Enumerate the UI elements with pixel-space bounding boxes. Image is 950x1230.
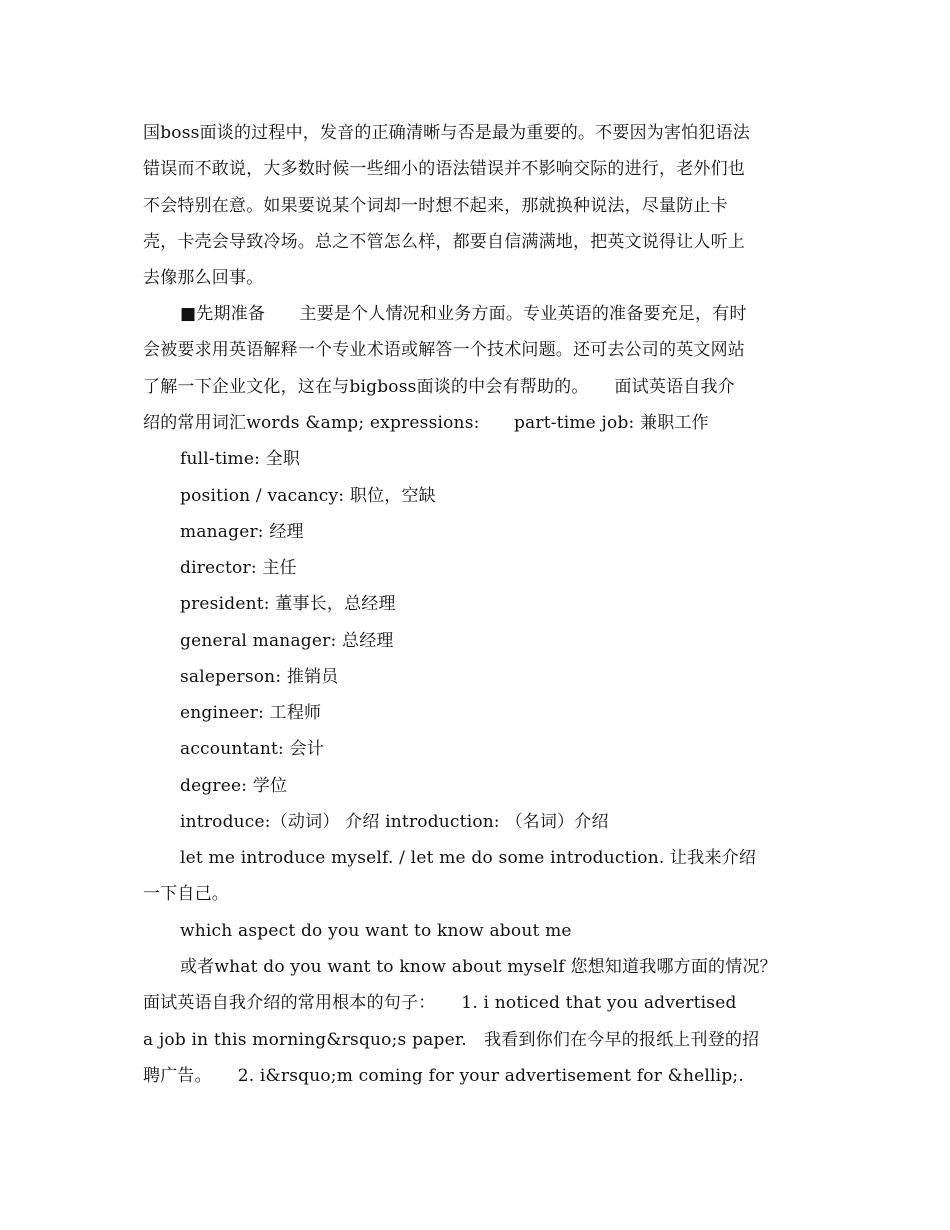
vocab-item: introduce:（动词） 介绍 introduction: （名词）介绍: [180, 812, 609, 832]
vocab-item: full-time: 全职: [180, 449, 301, 469]
vocab-item: general manager: 总经理: [180, 631, 394, 651]
vocab-item: accountant: 会计: [180, 739, 324, 759]
vocab-item: manager: 经理: [180, 522, 304, 542]
paragraph-1-line-3: 不会特别在意。如果要说某个词却一时想不起来，那就换种说法，尽量防止卡: [143, 196, 728, 216]
paragraph-5-line-3: a job in this morning&rsquo;s paper. 我看到你们在今早的报纸上刊登的招: [143, 1030, 760, 1050]
paragraph-1-line-2: 错误而不敢说，大多数时候一些细小的语法错误并不影响交际的进行，老外们也: [143, 159, 745, 179]
paragraph-1-line-1: 国boss面谈的过程中，发音的正确清晰与否是最为重要的。不要因为害怕犯语法: [143, 123, 750, 143]
paragraph-1-line-5: 去像那么回事。: [143, 268, 264, 288]
paragraph-2-line-4: 绍的常用词汇words &amp; expressions: part-time job: 兼职工作: [143, 413, 709, 433]
vocab-item: director: 主任: [180, 558, 297, 578]
paragraph-3-line-2: 一下自己。: [143, 884, 229, 904]
vocab-item: degree: 学位: [180, 776, 288, 796]
paragraph-1-line-4: 壳，卡壳会导致冷场。总之不管怎么样，都要自信满满地，把英文说得让人听上: [143, 232, 745, 252]
vocab-item: president: 董事长，总经理: [180, 594, 396, 614]
paragraph-2-line-1: ■先期准备 主要是个人情况和业务方面。专业英语的准备要充足，有时: [180, 304, 747, 324]
paragraph-5-line-1: 或者what do you want to know about myself 您想知道我哪方面的情况？: [180, 957, 777, 977]
paragraph-2-line-2: 会被要求用英语解释一个专业术语或解答一个技术问题。还可去公司的英文网站: [143, 340, 745, 360]
vocab-item: position / vacancy: 职位，空缺: [180, 486, 436, 506]
paragraph-2-line-3: 了解一下企业文化，这在与bigboss面谈的中会有帮助的。 面试英语自我介: [143, 377, 735, 397]
paragraph-5-line-2: 面试英语自我介绍的常用根本的句子： 1. i noticed that you advertised: [143, 993, 737, 1013]
vocab-item: engineer: 工程师: [180, 703, 322, 723]
paragraph-4-line-1: which aspect do you want to know about me: [180, 921, 572, 941]
paragraph-5-line-4: 聘广告。 2. i&rsquo;m coming for your advertisement for &hellip;.: [143, 1066, 744, 1086]
vocab-item: saleperson: 推销员: [180, 667, 339, 687]
paragraph-3-line-1: let me introduce myself. / let me do some introduction. 让我来介绍: [180, 848, 757, 868]
